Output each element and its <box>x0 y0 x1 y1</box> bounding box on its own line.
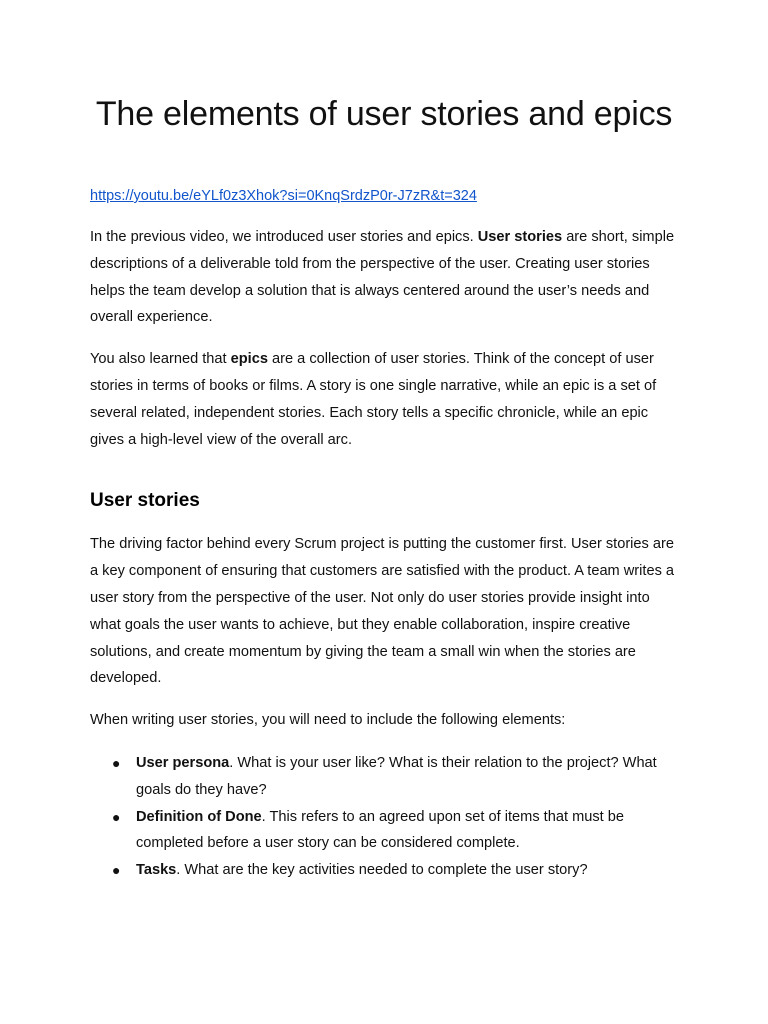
bullet-icon: ● <box>112 808 121 825</box>
bullet-icon: ● <box>112 862 121 879</box>
intro-paragraph-user-stories <box>90 224 678 331</box>
list-item-text: . What is your user like? What is their relation to the project? What goals do they have? <box>136 754 657 798</box>
elements-list <box>90 750 678 884</box>
list-item-definition-of-done <box>90 804 678 858</box>
section-heading-user-stories: User stories <box>90 490 200 512</box>
intro-p1-text-before: In the previous video, we introduced user stories and epics. <box>90 229 478 245</box>
video-link[interactable]: https://youtu.be/eYLf0z3Xhok?si=0KnqSrdzP0r-J7zR&t=324 <box>90 188 477 204</box>
user-stories-paragraph: The driving factor behind every Scrum project is putting the customer first. User stories are a key component of ensuring that customers are satisfied with the product. A team writes a user story from the perspective of the user. Not only do user stories provide insight into what goals the user wants to achieve, but they enable collaboration, inspire creative solutions, and create momentum by giving the team a small win when the stories are developed. <box>90 536 675 687</box>
elements-intro-paragraph: When writing user stories, you will need to include the following elements: <box>90 712 566 729</box>
intro-p1-text-after: are short, simple descriptions of a deliverable told from the perspective of the user. Creating user stories helps the team develop a solution that is always centered around the user’s needs and overall experience. <box>90 229 675 326</box>
document-title: The elements of user stories and epics <box>95 95 673 133</box>
list-item-term: Tasks <box>136 862 177 879</box>
list-item-tasks <box>90 857 678 884</box>
term-user-stories: User stories <box>477 229 563 245</box>
bullet-icon: ● <box>112 754 121 771</box>
list-item-user-persona <box>90 750 678 804</box>
list-item-term: Definition of Done <box>136 808 262 825</box>
term-epics: epics <box>230 351 268 368</box>
list-item-text: . This refers to an agreed upon set of items that must be completed before a user story can be considered complete. <box>136 808 624 852</box>
intro-paragraph-epics <box>90 346 678 453</box>
intro-p2-text-before: You also learned that <box>90 351 231 368</box>
intro-p2-text-after: are a collection of user stories. Think of the concept of user stories in terms of books or films. A story is one single narrative, while an epic is a set of several related, independent stories. Each story tells a specific chronicle, while an epic gives a high-level view of the overall arc. <box>90 351 657 448</box>
list-item-text: . What are the key activities needed to complete the user story? <box>176 862 588 879</box>
list-item-term: User persona <box>136 754 230 771</box>
